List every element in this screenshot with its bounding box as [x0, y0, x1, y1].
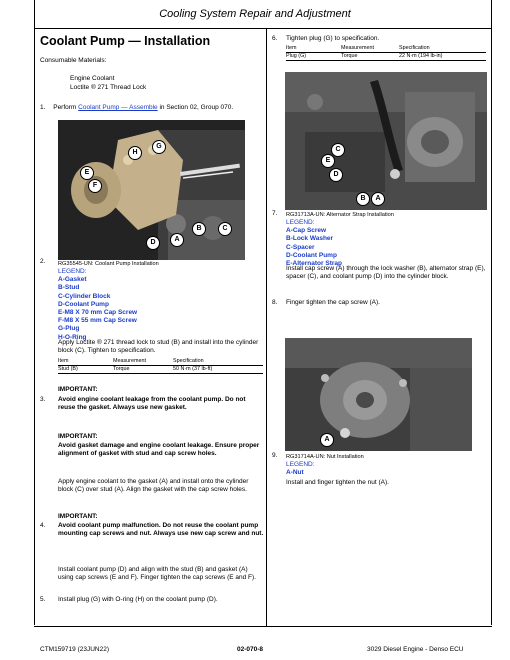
callout-h: H: [128, 146, 142, 160]
table-cell: Stud (B): [58, 366, 113, 374]
step-6-number: 6.: [272, 35, 278, 42]
footer-page-number: 02-070-8: [237, 646, 264, 653]
alternator-strap-photo: [285, 72, 487, 210]
legend-item: F-M8 X 55 mm Cap Screw: [58, 317, 137, 325]
legend-item: C-Cylinder Block: [58, 292, 111, 300]
table-cell: 50 N·m (37 lb-ft): [173, 366, 263, 374]
step-4-warning: Avoid coolant pump malfunction. Do not reuse the coolant pump mounting cap screws and nut. Always use new cap screw and nut.: [58, 522, 264, 538]
callout-a: A: [320, 433, 334, 447]
section-title: Coolant Pump — Installation: [40, 34, 211, 48]
table-header: Specification: [173, 358, 263, 366]
step-6-spec-table: [286, 45, 486, 61]
footer-rule: [34, 626, 492, 627]
legend-item: G-Plug: [58, 325, 80, 333]
legend-item: D-Coolant Pump: [286, 251, 337, 259]
important-label: IMPORTANT:: [58, 386, 98, 393]
step-9-text: Install and finger tighten the nut (A).: [286, 479, 389, 486]
figure-2-caption: RG31713A-UN: Alternator Strap Installation: [286, 212, 394, 218]
important-label: IMPORTANT:: [58, 433, 98, 440]
callout-e: E: [80, 166, 94, 180]
footer-document-id: CTM159719 (23JUN22): [40, 646, 110, 653]
step-6-text: Tighten plug (G) to specification.: [286, 35, 380, 42]
callout-a: A: [170, 233, 184, 247]
step-8-number: 8.: [272, 299, 278, 306]
step-2-text: Apply Loctite ® 271 thread lock to stud (B) and install into the cylinder block (C). Tighten to specification.: [58, 339, 259, 355]
footer-engine-title: 3029 Diesel Engine - Denso ECU: [367, 646, 464, 653]
table-header: Measurement: [113, 358, 173, 366]
step-1-pre: Perform: [53, 104, 77, 111]
step-4-number: 4.: [40, 522, 46, 529]
legend-title: LEGEND:: [286, 219, 315, 226]
page-left-border: [34, 0, 35, 625]
coolant-pump-assemble-link[interactable]: Coolant Pump — Assemble: [78, 104, 158, 111]
step-7-legend: [286, 219, 342, 268]
step-9-number: 9.: [272, 452, 278, 459]
table-header: Measurement: [341, 45, 399, 53]
step-2-legend: [58, 268, 137, 342]
callout-f: F: [88, 179, 102, 193]
callout-a: A: [371, 192, 385, 206]
legend-item: A-Nut: [286, 469, 304, 477]
step-3-number: 3.: [40, 396, 46, 403]
callout-d: D: [146, 236, 160, 250]
step-3-text: Apply engine coolant to the gasket (A) and install onto the cylinder block (C) over stud (A). Align the gasket with the cap screw holes.: [58, 478, 249, 494]
consumables-label: Consumable Materials:: [40, 57, 107, 64]
step-5-text: Install plug (G) with O-ring (H) on the coolant pump (D).: [58, 596, 218, 603]
table-cell: Plug (G): [286, 53, 341, 61]
page-header-title: Cooling System Repair and Adjustment: [159, 8, 351, 20]
legend-item: A-Cap Screw: [286, 227, 327, 235]
step-8-text: Finger tighten the cap screw (A).: [286, 299, 380, 306]
step-4-text: Install coolant pump (D) and align with the stud (B) and gasket (A) using cap screws (E and F). Finger tighten the cap screws (E and F).: [58, 566, 256, 582]
legend-item: B-Stud: [58, 284, 80, 292]
table-header: Item: [58, 358, 113, 366]
table-header: Specification: [399, 45, 486, 53]
step-9-legend: [286, 461, 315, 477]
callout-g: G: [152, 140, 166, 154]
legend-title: LEGEND:: [286, 461, 315, 468]
legend-item: C-Spacer: [286, 243, 315, 251]
table-cell: 22 N·m (194 lb-in): [399, 53, 486, 61]
step-1: [40, 104, 262, 112]
consumable-item: Engine Coolant: [70, 75, 115, 82]
consumable-item: Loctite ® 271 Thread Lock: [70, 84, 147, 91]
step-2-number: 2.: [40, 258, 46, 265]
callout-b: B: [192, 222, 206, 236]
legend-title: LEGEND:: [58, 268, 87, 275]
callout-c: C: [331, 143, 345, 157]
table-header: Item: [286, 45, 341, 53]
page-right-border: [491, 0, 492, 625]
callout-e: E: [321, 154, 335, 168]
step-7-text: Install cap screw (A) through the lock washer (B), alternator strap (E), spacer (C), and coolant pump (D) into the cylinder block.: [286, 265, 486, 281]
table-cell: Torque: [341, 53, 399, 61]
column-divider: [266, 28, 267, 626]
step-5-number: 5.: [40, 596, 46, 603]
legend-item: E-M8 X 70 mm Cap Screw: [58, 309, 138, 317]
header-rule: [34, 28, 492, 29]
figure-1-caption: RG35545-UN: Coolant Pump Installation: [58, 261, 159, 267]
callout-c: C: [218, 222, 232, 236]
callout-d: D: [329, 168, 343, 182]
step-number: 1.: [40, 104, 46, 111]
table-cell: Torque: [113, 366, 173, 374]
nut-installation-photo: [285, 338, 472, 451]
legend-item: B-Lock Washer: [286, 235, 334, 243]
legend-item: A-Gasket: [58, 276, 87, 284]
step-2-spec-table: [58, 358, 263, 374]
legend-item: D-Coolant Pump: [58, 300, 109, 308]
important-label: IMPORTANT:: [58, 513, 98, 520]
step-3-warning-2: Avoid gasket damage and engine coolant leakage. Ensure proper alignment of gasket with stud and cap screw holes.: [58, 442, 260, 458]
callout-b: B: [356, 192, 370, 206]
legend-item: H-O-Ring: [58, 333, 87, 341]
figure-3-caption: RG31714A-UN: Nut Installation: [286, 454, 364, 460]
coolant-pump-installation-photo: [58, 120, 245, 260]
step-3-warning-1: Avoid engine coolant leakage from the coolant pump. Do not reuse the gasket. Always use new gasket.: [58, 396, 246, 412]
step-7-number: 7.: [272, 210, 278, 217]
legend-item: E-Alternator Strap: [286, 260, 342, 268]
step-1-post: in Section 02, Group 070.: [159, 104, 234, 111]
